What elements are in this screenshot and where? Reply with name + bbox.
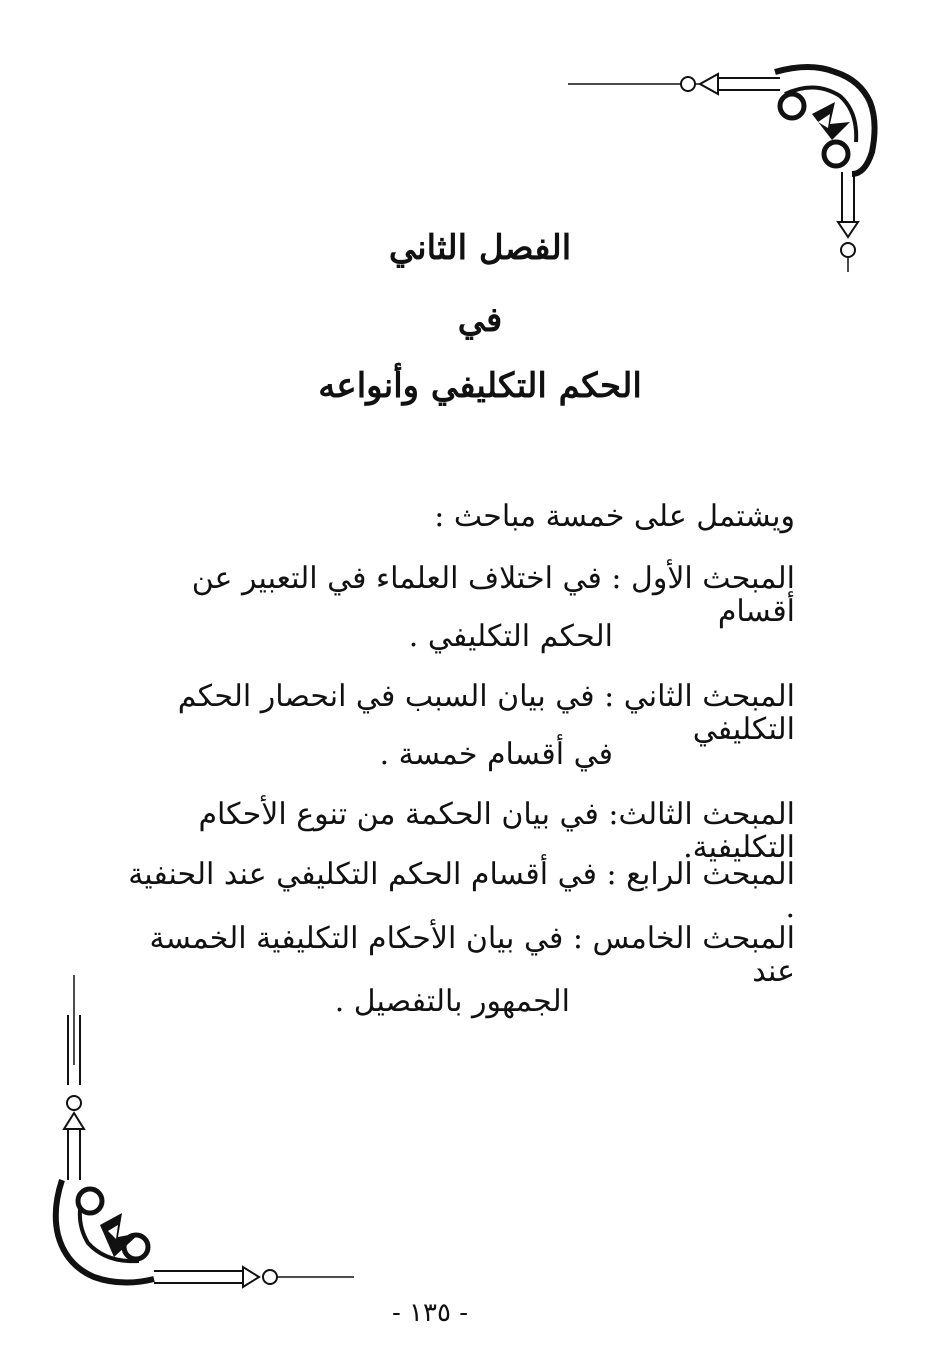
corner-ornament-icon [44, 975, 364, 1295]
section-2-line-2: في أقسام خمسة . [379, 737, 613, 772]
chapter-subtitle: الحكم التكليفي وأنواعه [318, 366, 642, 406]
section-3-line-1: المبحث الثالث: في بيان الحكمة من تنوع الأحكام التكليفية. [198, 797, 795, 865]
intro-text: ويشتمل على خمسة مباحث : [434, 499, 795, 534]
section-1-line-1: المبحث الأول : في اختلاف العلماء في التعبير عن أقسام [191, 561, 795, 629]
section-5-line-2: الجمهور بالتفصيل . [334, 984, 570, 1019]
chapter-title: الفصل الثاني [388, 228, 572, 268]
section-5-line-1: المبحث الخامس : في بيان الأحكام التكليفية الخمسة عند [149, 921, 795, 989]
chapter-connector: في [457, 300, 503, 340]
section-2-line-1: المبحث الثاني : في بيان السبب في انحصار الحكم التكليفي [177, 679, 795, 747]
section-1-line-2: الحكم التكليفي . [408, 619, 613, 654]
page-number: - ١٣٥ - [391, 1298, 469, 1328]
section-4-line-1: المبحث الرابع : في أقسام الحكم التكليفي عند الحنفية . [128, 857, 795, 925]
